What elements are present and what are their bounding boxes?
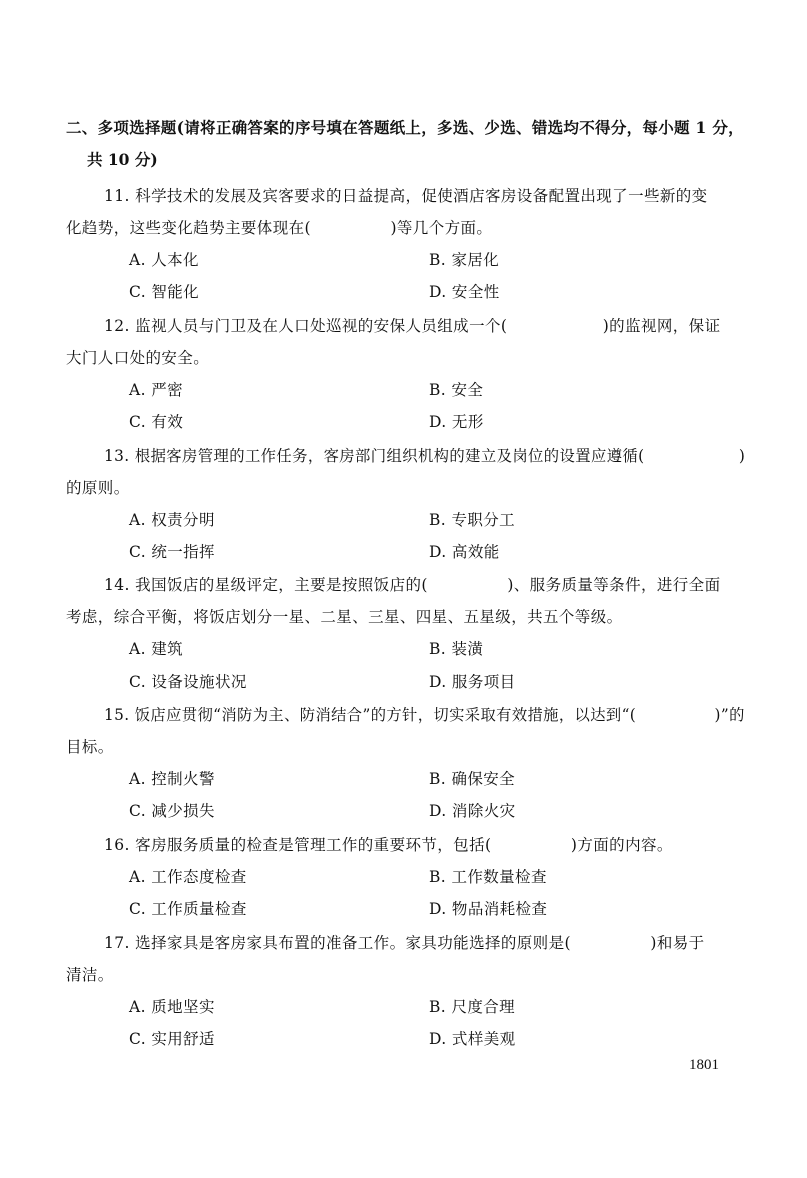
question-12-line-2: 大门人口处的安全。 xyxy=(66,349,210,367)
question-11-option-a: A. 人本化 xyxy=(129,251,199,269)
question-13-option-b: B. 专职分工 xyxy=(429,511,516,529)
question-14-option-c: C. 设备设施状况 xyxy=(129,673,247,691)
question-15-option-b: B. 确保安全 xyxy=(429,770,516,788)
question-14-line-1: 14. 我国饭店的星级评定，主要是按照饭店的( )、服务质量等条件，进行全面 xyxy=(104,576,721,594)
question-14-option-b: B. 装潢 xyxy=(429,640,484,658)
question-15-option-a: A. 控制火警 xyxy=(129,770,215,788)
question-16-option-a: A. 工作态度检查 xyxy=(129,868,247,886)
question-17-line-1: 17. 选择家具是客房家具布置的准备工作。家具功能选择的原则是( )和易于 xyxy=(104,934,705,952)
question-13-line-2: 的原则。 xyxy=(66,479,130,497)
question-12-option-a: A. 严密 xyxy=(129,381,184,399)
question-15-option-d: D. 消除火灾 xyxy=(429,802,516,820)
section-heading-continuation: 共 10 分) xyxy=(87,150,158,169)
question-13-line-1: 13. 根据客房管理的工作任务，客房部门组织机构的建立及岗位的设置应遵循( ) xyxy=(104,447,746,465)
question-13-option-a: A. 权责分明 xyxy=(129,511,215,529)
question-16-option-c: C. 工作质量检查 xyxy=(129,900,247,918)
question-17-line-2: 清洁。 xyxy=(66,966,114,984)
question-12-option-d: D. 无形 xyxy=(429,413,484,431)
question-17-option-a: A. 质地坚实 xyxy=(129,998,215,1016)
question-14-option-d: D. 服务项目 xyxy=(429,673,516,691)
question-15-option-c: C. 减少损失 xyxy=(129,802,215,820)
question-11-option-c: C. 智能化 xyxy=(129,283,200,301)
question-14-line-2: 考虑，综合平衡，将饭店划分一星、二星、三星、四星、五星级，共五个等级。 xyxy=(66,608,623,626)
question-14-option-a: A. 建筑 xyxy=(129,640,184,658)
question-15-line-1: 15. 饭店应贯彻“消防为主、防消结合”的方针，切实采取有效措施，以达到“( )”的 xyxy=(104,706,745,724)
question-11-line-1: 11. 科学技术的发展及宾客要求的日益提高，促使酒店客房设备配置出现了一些新的变 xyxy=(104,187,708,205)
question-17-option-d: D. 式样美观 xyxy=(429,1030,516,1048)
question-11-option-d: D. 安全性 xyxy=(429,283,500,301)
question-16-option-d: D. 物品消耗检查 xyxy=(429,900,548,918)
question-12-line-1: 12. 监视人员与门卫及在人口处巡视的安保人员组成一个( )的监视网，保证 xyxy=(104,317,721,335)
question-12-option-b: B. 安全 xyxy=(429,381,484,399)
question-17-option-b: B. 尺度合理 xyxy=(429,998,516,1016)
question-13-option-d: D. 高效能 xyxy=(429,543,500,561)
question-12-option-c: C. 有效 xyxy=(129,413,184,431)
page-number: 1801 xyxy=(689,1057,719,1073)
question-15-line-2: 目标。 xyxy=(66,738,114,756)
question-17-option-c: C. 实用舒适 xyxy=(129,1030,215,1048)
question-16-line-1: 16. 客房服务质量的检查是管理工作的重要环节，包括( )方面的内容。 xyxy=(104,836,673,854)
question-11-option-b: B. 家居化 xyxy=(429,251,500,269)
question-11-line-2: 化趋势，这些变化趋势主要体现在( )等几个方面。 xyxy=(66,219,493,237)
section-heading: 二、多项选择题(请将正确答案的序号填在答题纸上，多选、少选、错选均不得分，每小题 1 分， xyxy=(66,118,744,137)
question-13-option-c: C. 统一指挥 xyxy=(129,543,215,561)
question-16-option-b: B. 工作数量检查 xyxy=(429,868,547,886)
